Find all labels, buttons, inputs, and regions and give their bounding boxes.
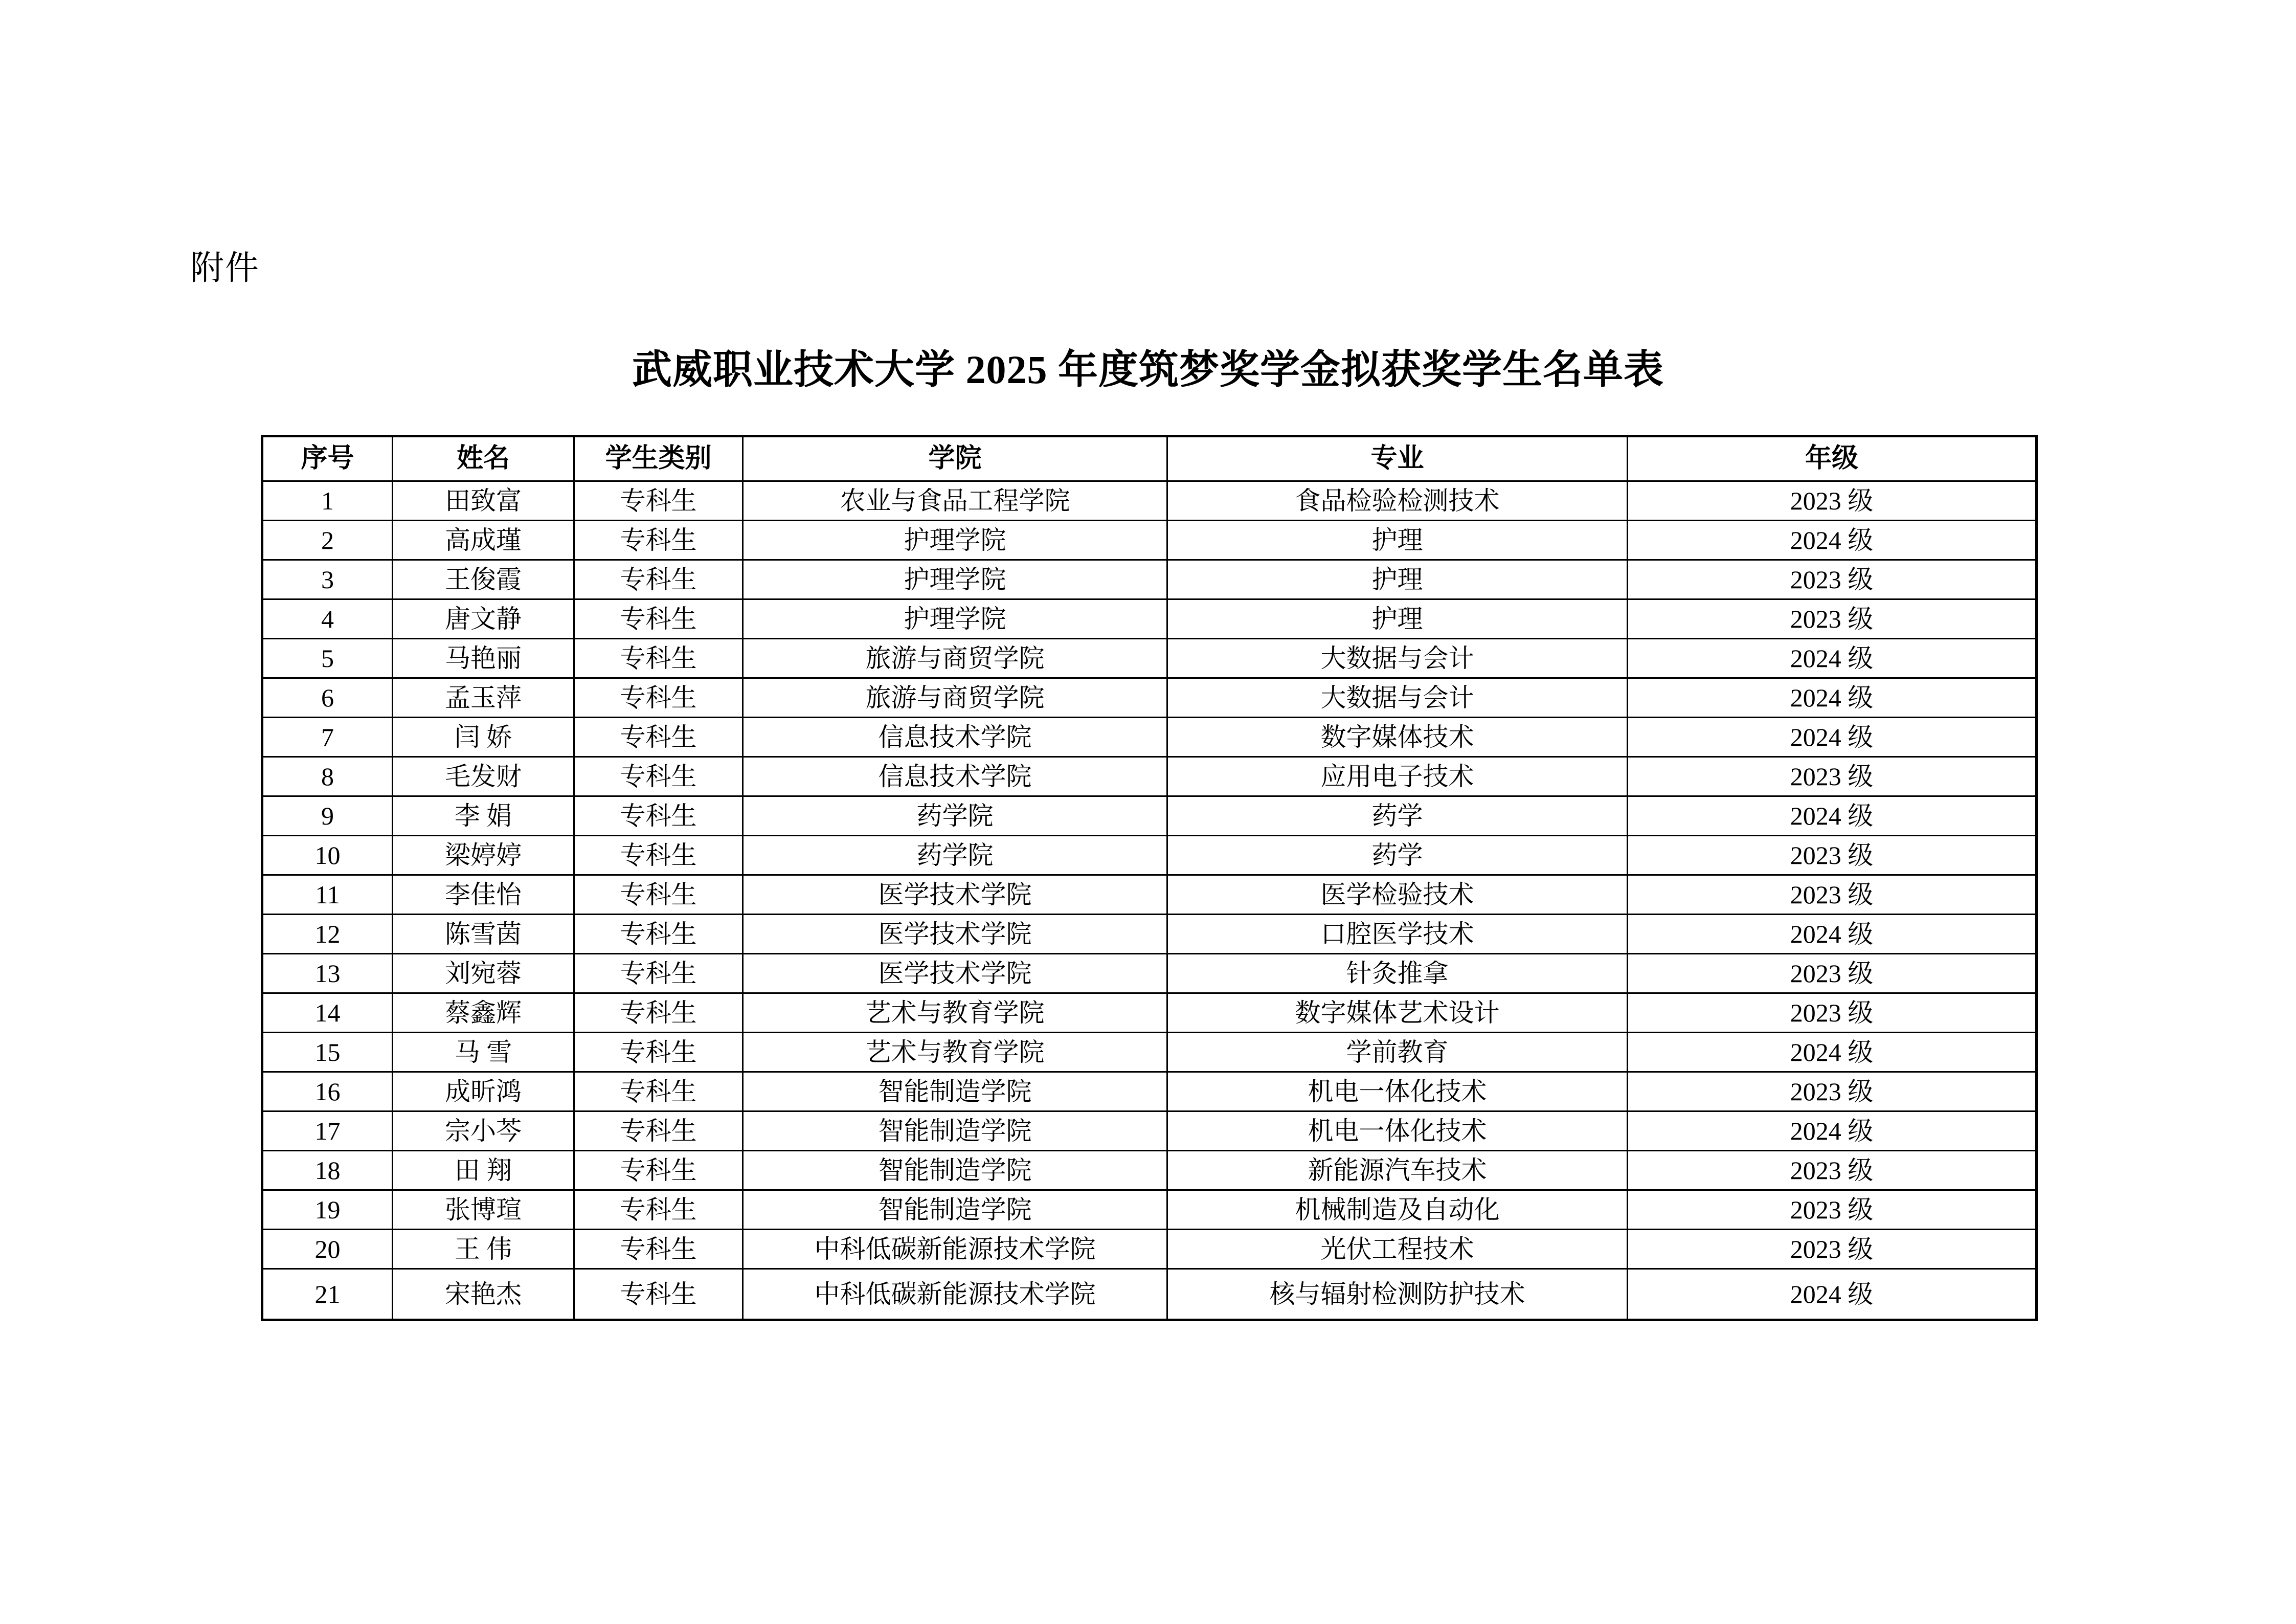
cell-major: 光伏工程技术 — [1167, 1230, 1628, 1269]
cell-college: 中科低碳新能源技术学院 — [743, 1230, 1167, 1269]
cell-student-type: 专科生 — [574, 836, 743, 875]
cell-college: 护理学院 — [743, 599, 1167, 639]
cell-grade: 2023 级 — [1628, 1190, 2037, 1230]
cell-index: 20 — [262, 1230, 393, 1269]
cell-index: 4 — [262, 599, 393, 639]
cell-major: 护理 — [1167, 599, 1628, 639]
attachment-label: 附件 — [190, 250, 260, 287]
cell-student-type: 专科生 — [574, 1111, 743, 1151]
table-row — [262, 639, 2037, 678]
cell-student-type: 专科生 — [574, 915, 743, 954]
cell-student-type: 专科生 — [574, 1033, 743, 1072]
cell-grade: 2024 级 — [1628, 639, 2037, 678]
table-row — [262, 1111, 2037, 1151]
cell-name: 李 娟 — [393, 796, 574, 836]
cell-major: 口腔医学技术 — [1167, 915, 1628, 954]
cell-index: 3 — [262, 560, 393, 599]
cell-major: 机械制造及自动化 — [1167, 1190, 1628, 1230]
cell-name: 高成瑾 — [393, 521, 574, 560]
cell-grade: 2024 级 — [1628, 521, 2037, 560]
table-row — [262, 718, 2037, 757]
column-header-college: 学院 — [743, 436, 1167, 481]
cell-student-type: 专科生 — [574, 1072, 743, 1111]
cell-grade: 2023 级 — [1628, 1151, 2037, 1190]
cell-name: 梁婷婷 — [393, 836, 574, 875]
table-row — [262, 481, 2037, 521]
table-row — [262, 875, 2037, 915]
table-body — [262, 481, 2037, 1320]
cell-major: 数字媒体技术 — [1167, 718, 1628, 757]
cell-grade: 2024 级 — [1628, 678, 2037, 718]
cell-major: 学前教育 — [1167, 1033, 1628, 1072]
cell-major: 新能源汽车技术 — [1167, 1151, 1628, 1190]
cell-name: 宋艳杰 — [393, 1269, 574, 1320]
cell-grade: 2023 级 — [1628, 560, 2037, 599]
table-row — [262, 1151, 2037, 1190]
cell-major: 针灸推拿 — [1167, 954, 1628, 993]
cell-college: 智能制造学院 — [743, 1111, 1167, 1151]
cell-index: 11 — [262, 875, 393, 915]
cell-college: 旅游与商贸学院 — [743, 678, 1167, 718]
cell-grade: 2023 级 — [1628, 875, 2037, 915]
table-row — [262, 796, 2037, 836]
cell-major: 大数据与会计 — [1167, 639, 1628, 678]
cell-index: 16 — [262, 1072, 393, 1111]
cell-index: 13 — [262, 954, 393, 993]
cell-grade: 2024 级 — [1628, 796, 2037, 836]
cell-grade: 2023 级 — [1628, 599, 2037, 639]
table-row — [262, 678, 2037, 718]
cell-student-type: 专科生 — [574, 954, 743, 993]
cell-index: 14 — [262, 993, 393, 1033]
cell-major: 食品检验检测技术 — [1167, 481, 1628, 521]
cell-index: 17 — [262, 1111, 393, 1151]
cell-grade: 2023 级 — [1628, 1072, 2037, 1111]
cell-grade: 2023 级 — [1628, 1230, 2037, 1269]
table-row — [262, 915, 2037, 954]
table-row — [262, 560, 2037, 599]
cell-college: 智能制造学院 — [743, 1151, 1167, 1190]
cell-name: 李佳怡 — [393, 875, 574, 915]
table-row — [262, 1230, 2037, 1269]
cell-grade: 2024 级 — [1628, 1111, 2037, 1151]
cell-index: 19 — [262, 1190, 393, 1230]
cell-college: 信息技术学院 — [743, 757, 1167, 796]
cell-name: 马 雪 — [393, 1033, 574, 1072]
cell-name: 张博瑄 — [393, 1190, 574, 1230]
cell-name: 田致富 — [393, 481, 574, 521]
cell-grade: 2024 级 — [1628, 915, 2037, 954]
cell-index: 9 — [262, 796, 393, 836]
cell-college: 智能制造学院 — [743, 1072, 1167, 1111]
cell-major: 药学 — [1167, 836, 1628, 875]
cell-student-type: 专科生 — [574, 718, 743, 757]
cell-student-type: 专科生 — [574, 757, 743, 796]
cell-grade: 2023 级 — [1628, 481, 2037, 521]
cell-name: 马艳丽 — [393, 639, 574, 678]
cell-college: 艺术与教育学院 — [743, 993, 1167, 1033]
cell-college: 医学技术学院 — [743, 915, 1167, 954]
cell-name: 王俊霞 — [393, 560, 574, 599]
cell-major: 大数据与会计 — [1167, 678, 1628, 718]
cell-student-type: 专科生 — [574, 481, 743, 521]
cell-name: 陈雪茵 — [393, 915, 574, 954]
cell-student-type: 专科生 — [574, 1269, 743, 1320]
cell-college: 信息技术学院 — [743, 718, 1167, 757]
cell-college: 智能制造学院 — [743, 1190, 1167, 1230]
cell-college: 药学院 — [743, 836, 1167, 875]
cell-student-type: 专科生 — [574, 875, 743, 915]
cell-college: 护理学院 — [743, 521, 1167, 560]
cell-index: 21 — [262, 1269, 393, 1320]
table-row — [262, 954, 2037, 993]
cell-student-type: 专科生 — [574, 993, 743, 1033]
cell-grade: 2024 级 — [1628, 718, 2037, 757]
cell-student-type: 专科生 — [574, 1151, 743, 1190]
cell-name: 田 翔 — [393, 1151, 574, 1190]
cell-major: 药学 — [1167, 796, 1628, 836]
column-header-name: 姓名 — [393, 436, 574, 481]
cell-college: 护理学院 — [743, 560, 1167, 599]
cell-major: 护理 — [1167, 521, 1628, 560]
table-row — [262, 1190, 2037, 1230]
cell-major: 机电一体化技术 — [1167, 1111, 1628, 1151]
table-row — [262, 993, 2037, 1033]
table-row — [262, 1033, 2037, 1072]
table-row — [262, 599, 2037, 639]
table-header-row — [262, 436, 2037, 481]
cell-major: 核与辐射检测防护技术 — [1167, 1269, 1628, 1320]
cell-name: 孟玉萍 — [393, 678, 574, 718]
cell-college: 艺术与教育学院 — [743, 1033, 1167, 1072]
cell-college: 医学技术学院 — [743, 954, 1167, 993]
cell-index: 12 — [262, 915, 393, 954]
table-row — [262, 836, 2037, 875]
cell-student-type: 专科生 — [574, 560, 743, 599]
cell-student-type: 专科生 — [574, 521, 743, 560]
cell-name: 唐文静 — [393, 599, 574, 639]
cell-index: 8 — [262, 757, 393, 796]
cell-major: 应用电子技术 — [1167, 757, 1628, 796]
scholarship-roster-table — [261, 435, 2038, 1321]
cell-major: 医学检验技术 — [1167, 875, 1628, 915]
cell-grade: 2024 级 — [1628, 1033, 2037, 1072]
column-header-student-type: 学生类别 — [574, 436, 743, 481]
cell-student-type: 专科生 — [574, 599, 743, 639]
cell-name: 闫 娇 — [393, 718, 574, 757]
page-title: 武威职业技术大学 2025 年度筑梦奖学金拟获奖学生名单表 — [632, 347, 1664, 392]
cell-index: 7 — [262, 718, 393, 757]
table-row — [262, 1269, 2037, 1320]
cell-index: 1 — [262, 481, 393, 521]
cell-name: 毛发财 — [393, 757, 574, 796]
cell-name: 成昕鸿 — [393, 1072, 574, 1111]
cell-index: 5 — [262, 639, 393, 678]
cell-student-type: 专科生 — [574, 1190, 743, 1230]
cell-college: 药学院 — [743, 796, 1167, 836]
cell-grade: 2023 级 — [1628, 954, 2037, 993]
cell-major: 机电一体化技术 — [1167, 1072, 1628, 1111]
cell-index: 10 — [262, 836, 393, 875]
table-row — [262, 1072, 2037, 1111]
cell-index: 18 — [262, 1151, 393, 1190]
column-header-index: 序号 — [262, 436, 393, 481]
cell-name: 刘宛蓉 — [393, 954, 574, 993]
cell-name: 宗小芩 — [393, 1111, 574, 1151]
cell-index: 15 — [262, 1033, 393, 1072]
column-header-major: 专业 — [1167, 436, 1628, 481]
cell-student-type: 专科生 — [574, 1230, 743, 1269]
cell-college: 中科低碳新能源技术学院 — [743, 1269, 1167, 1320]
column-header-grade: 年级 — [1628, 436, 2037, 481]
cell-index: 2 — [262, 521, 393, 560]
cell-grade: 2024 级 — [1628, 1269, 2037, 1320]
cell-major: 数字媒体艺术设计 — [1167, 993, 1628, 1033]
cell-college: 旅游与商贸学院 — [743, 639, 1167, 678]
cell-student-type: 专科生 — [574, 678, 743, 718]
cell-grade: 2023 级 — [1628, 836, 2037, 875]
cell-student-type: 专科生 — [574, 796, 743, 836]
cell-name: 王 伟 — [393, 1230, 574, 1269]
cell-college: 医学技术学院 — [743, 875, 1167, 915]
table-row — [262, 521, 2037, 560]
cell-college: 农业与食品工程学院 — [743, 481, 1167, 521]
cell-grade: 2023 级 — [1628, 757, 2037, 796]
cell-student-type: 专科生 — [574, 639, 743, 678]
table-row — [262, 757, 2037, 796]
cell-index: 6 — [262, 678, 393, 718]
cell-major: 护理 — [1167, 560, 1628, 599]
cell-name: 蔡鑫辉 — [393, 993, 574, 1033]
cell-grade: 2023 级 — [1628, 993, 2037, 1033]
